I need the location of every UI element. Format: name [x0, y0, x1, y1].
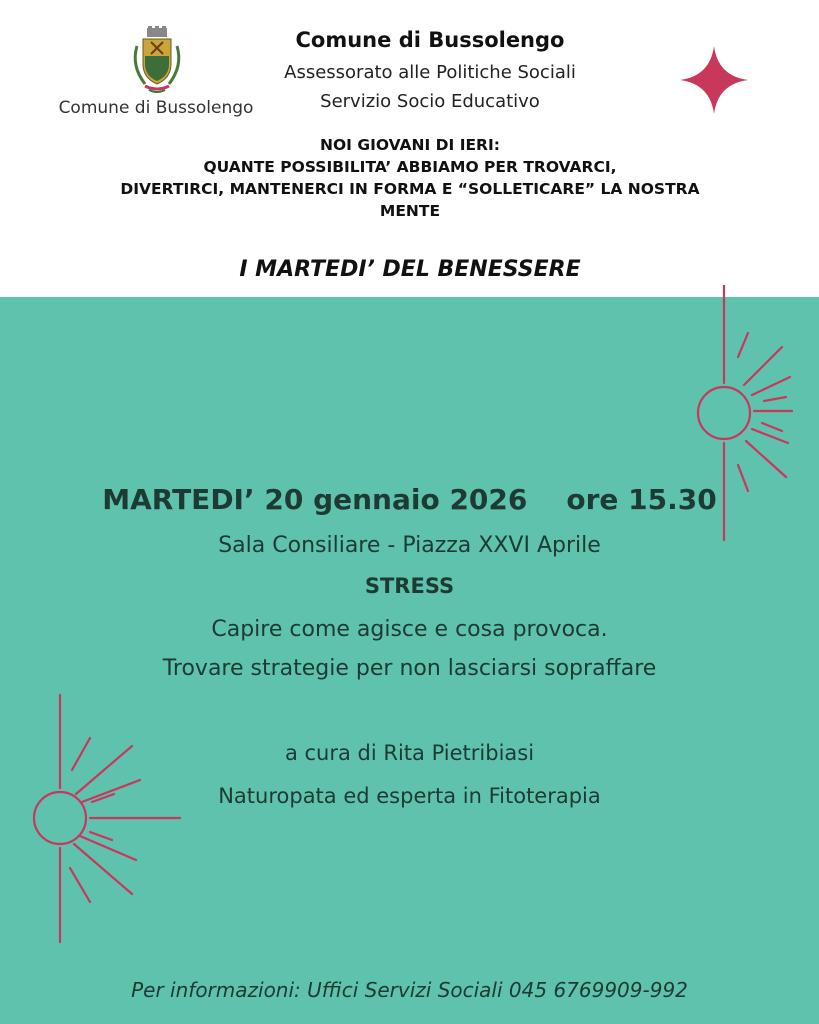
speaker-role: Naturopata ed esperta in Fitoterapia — [218, 784, 601, 808]
event-venue: Sala Consiliare - Piazza XXVI Aprile — [218, 533, 601, 558]
intro-line: DIVERTIRCI, MANTENERCI IN FORMA E “SOLLETICARE” LA NOSTRA — [120, 180, 700, 198]
intro-text — [80, 134, 740, 222]
sun-icon — [20, 690, 190, 950]
event-topic: STRESS — [364, 574, 455, 598]
sparkle-star-icon — [678, 44, 750, 116]
logo-caption: Comune di Bussolengo — [58, 98, 254, 118]
service-name: Servizio Socio Educativo — [320, 91, 540, 112]
department-name: Assessorato alle Politiche Sociali — [284, 62, 576, 83]
info-footer: Per informazioni: Uffici Servizi Sociali 045 6769909-992 — [131, 978, 688, 1002]
coat-of-arms-icon — [129, 26, 185, 96]
event-time: ore 15.30 — [566, 483, 717, 516]
org-title: Comune di Bussolengo — [295, 28, 565, 52]
intro-line: QUANTE POSSIBILITA’ ABBIAMO PER TROVARCI, — [203, 158, 617, 176]
curated-by: a cura di Rita Pietribiasi — [284, 741, 535, 765]
intro-line: MENTE — [379, 202, 441, 220]
event-description-2: Trovare strategie per non lasciarsi sopraffare — [162, 656, 657, 681]
event-date-time — [0, 483, 819, 516]
intro-line: NOI GIOVANI DI IERI: — [320, 136, 500, 154]
event-description-1: Capire come agisce e cosa provoca. — [211, 617, 608, 642]
series-title: I MARTEDI’ DEL BENESSERE — [239, 257, 581, 282]
event-date: MARTEDI’ 20 gennaio 2026 — [102, 483, 528, 516]
